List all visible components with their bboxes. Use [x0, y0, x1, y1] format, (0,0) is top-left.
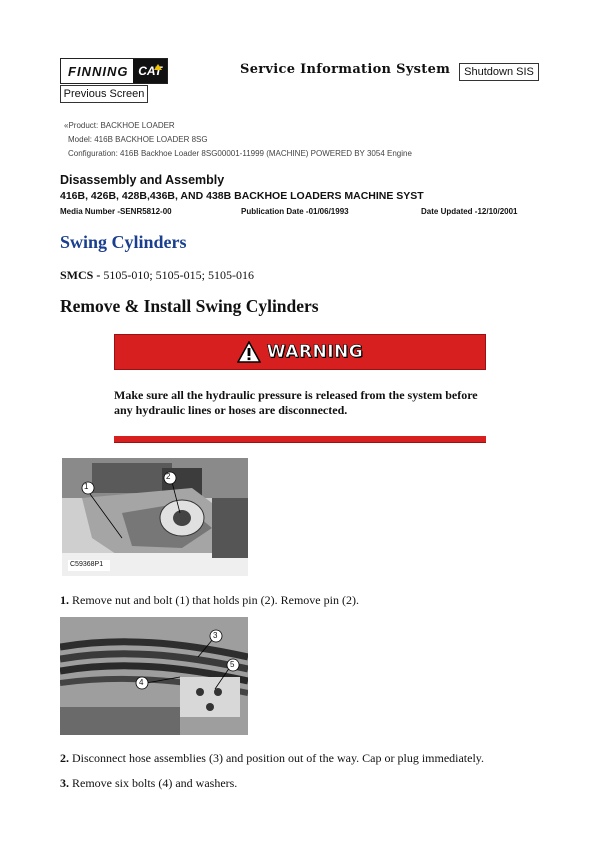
model-line: Model: 416B BACKHOE LOADER 8SG — [68, 135, 208, 144]
step-number: 1. — [60, 593, 69, 607]
warning-banner — [114, 334, 486, 370]
date-updated: Date Updated -12/10/2001 — [421, 207, 518, 216]
step-number: 2. — [60, 751, 69, 765]
callout-5: 5 — [230, 660, 235, 669]
publication-date: Publication Date -01/06/1993 — [241, 207, 349, 216]
step-text: Disconnect hose assemblies (3) and position out of the way. Cap or plug immediately. — [72, 751, 485, 765]
smcs-label: SMCS - — [60, 268, 104, 282]
product-line[interactable]: «Product: BACKHOE LOADER — [64, 121, 175, 130]
figure-1-caption: C59368P1 — [70, 561, 104, 568]
warning-divider — [114, 435, 486, 443]
document-subtitle: 416B, 426B, 428B,436B, AND 438B BACKHOE LOADERS MACHINE SYST — [60, 190, 424, 202]
figure-1-photo — [62, 458, 248, 576]
system-title: Service Information System — [240, 62, 451, 77]
media-number: Media Number -SENR5812-00 — [60, 207, 172, 216]
step-1 — [60, 593, 359, 608]
warning-text: Make sure all the hydraulic pressure is released from the system before any hydraulic lines or hoses are disconnected. — [114, 388, 478, 417]
smcs-codes: 5105-010; 5105-015; 5105-016 — [103, 268, 254, 282]
logo-text: FINNING — [68, 63, 129, 79]
callout-1: 1 — [84, 482, 89, 491]
document-title: Disassembly and Assembly — [60, 173, 225, 187]
callout-3: 3 — [213, 631, 218, 640]
step-text: Remove six bolts (4) and washers. — [72, 776, 238, 790]
finning-cat-logo — [60, 58, 168, 84]
cat-badge — [133, 59, 167, 83]
step-text: Remove nut and bolt (1) that holds pin (2). Remove pin (2). — [72, 593, 359, 607]
figure-2-photo — [60, 617, 248, 735]
step-number: 3. — [60, 776, 69, 790]
smcs-line — [60, 268, 254, 283]
shutdown-sis-button[interactable]: Shutdown SIS — [459, 63, 539, 81]
warning-triangle-icon — [237, 341, 261, 363]
warning-label: WARNING — [266, 342, 364, 362]
step-3 — [60, 776, 237, 791]
previous-screen-button[interactable]: Previous Screen — [60, 85, 148, 103]
procedure-heading: Remove & Install Swing Cylinders — [60, 296, 319, 316]
step-2 — [60, 751, 484, 766]
callout-2: 2 — [166, 472, 171, 481]
configuration-line: Configuration: 416B Backhoe Loader 8SG00001-11999 (MACHINE) POWERED BY 3054 Engine — [68, 149, 412, 158]
section-heading: Swing Cylinders — [60, 232, 187, 252]
callout-4: 4 — [139, 678, 144, 687]
cat-badge-text: CAT — [138, 64, 162, 78]
